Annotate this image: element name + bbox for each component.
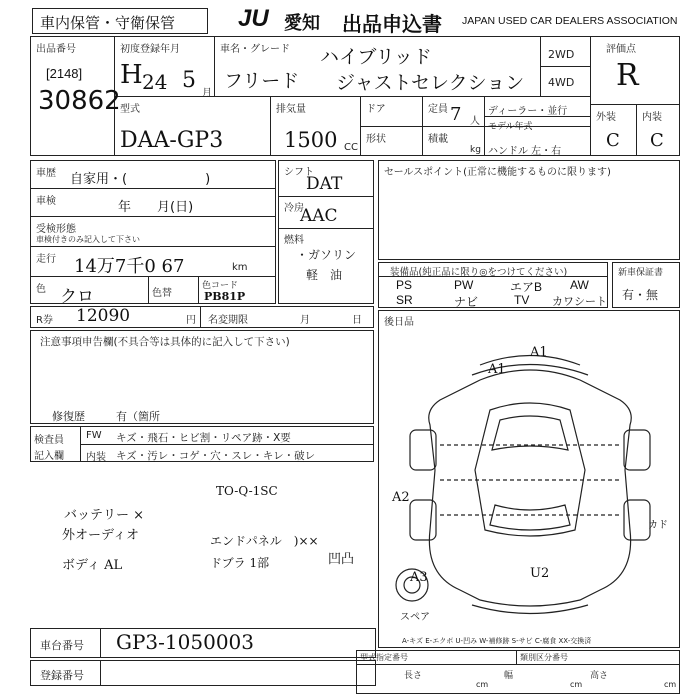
cc-unit: CC [344, 142, 358, 153]
fuel-label: 燃料 [284, 235, 304, 246]
option-sr: SR [396, 293, 413, 307]
option-pw: PW [454, 278, 474, 292]
lot-number: 30862 [38, 86, 121, 116]
option-ps: PS [396, 278, 413, 292]
yen-unit: 円 [186, 315, 196, 326]
ac-value: AAC [300, 206, 338, 226]
model-year-label: モデル年式 [488, 122, 533, 132]
mileage-value: 14万7千0 67 [74, 256, 185, 277]
mileage-unit: km [232, 262, 248, 273]
chassis-value: GP3-1050003 [116, 630, 254, 654]
note-handwritten-5: ボディ AL [62, 558, 123, 573]
ju-logo: JU [238, 5, 269, 32]
length-label: 長さ [404, 671, 423, 681]
load-label: 積載 [428, 134, 448, 145]
fuel-diesel: 軽 油 [306, 268, 343, 282]
recycle-value: 12090 [76, 306, 131, 326]
chassis-label: 車台番号 [40, 639, 84, 652]
displacement-value: 1500 [284, 128, 338, 152]
interior-row-label: 内装 [86, 452, 106, 463]
type-code-label: 型式指定番号 [360, 653, 408, 662]
acceptance-note: 車検付きのみ記入して下さい [36, 235, 140, 244]
inspection-value: 年 月(日) [118, 200, 194, 215]
note-handwritten-7: 凹凸 [328, 552, 355, 567]
model-line2: ジャストセレクション [336, 72, 525, 94]
fuel-gasoline: ・ガソリン [296, 248, 357, 262]
drive-4wd: 4WD [548, 76, 575, 89]
handle-label: ハンドル 左・右 [488, 146, 562, 157]
warranty-label: 新車保証書 [618, 268, 664, 278]
height-label: 高さ [590, 671, 609, 681]
interior-items: キズ・汚レ・コゲ・穴・スレ・キレ・破レ [116, 450, 316, 462]
color-change-label: 色替 [152, 288, 172, 299]
note-handwritten-4: エンドパネル )×× [210, 534, 319, 548]
displacement-label: 排気量 [276, 104, 306, 115]
registration-month: 5 [182, 68, 196, 93]
capacity-label: 定員 [428, 104, 448, 115]
notes-label: 後日品 [384, 317, 414, 328]
color-code-value: PB81P [204, 290, 246, 303]
capacity-value: 7 [450, 104, 462, 125]
storage-note: 車内保管・守衛保管 [40, 14, 176, 32]
fw-items: キズ・飛石・ヒビ割・リペア跡・X要 [116, 432, 291, 444]
exterior-label: 外装 [596, 112, 616, 123]
month-unit: 月 [202, 88, 212, 99]
repair-label: 修復歴 [52, 410, 85, 423]
registration-era: H [120, 60, 143, 90]
width-unit: cm [570, 680, 583, 689]
damage-mark-a2-left: A2 [392, 490, 410, 505]
drive-2wd: 2WD [548, 48, 575, 61]
kg-unit: kg [470, 145, 481, 155]
warranty-value: 有・無 [622, 288, 659, 302]
sales-point-label: セールスポイント(正常に機能するものに限ります) [384, 167, 611, 178]
fw-label: FW [86, 430, 102, 441]
name-change-label: 名変期限 [208, 315, 248, 326]
shape-label: 形状 [366, 134, 386, 145]
type-label: 型式 [120, 104, 140, 115]
shift-label: シフト [284, 167, 314, 178]
repair-value: 有（箇所 [116, 410, 160, 423]
history-value: 自家用・( ) [70, 172, 211, 187]
history-label: 車歴 [36, 168, 56, 179]
damage-mark-a3-rear-left: A3 [410, 570, 428, 585]
inspection-label: 車検 [36, 196, 56, 207]
capacity-unit: 人 [470, 116, 480, 127]
exterior-value: C [606, 130, 620, 151]
category-code-label: 類別区分番号 [520, 653, 568, 662]
notice-section-label: 注意事項申告欄(不具合等は具体的に記入して下さい) [40, 336, 290, 348]
option-navi: ナビ [454, 295, 479, 309]
damage-mark-u2-rear: U2 [530, 566, 550, 581]
damage-mark-a1-front: A1 [530, 345, 548, 360]
option-aw: AW [570, 278, 589, 292]
color-value: クロ [60, 287, 94, 307]
shift-value: DAT [306, 174, 343, 194]
dealer-label: ディーラー・並行 [488, 106, 568, 117]
listing-number-label: 出品番号 [36, 44, 76, 55]
color-code-label: 色コード [202, 281, 239, 291]
option-tv: TV [514, 293, 530, 307]
mileage-label: 走行 [36, 254, 56, 265]
name-change-month: 月 [300, 315, 310, 326]
width-label: 幅 [504, 671, 514, 681]
height-unit: cm [664, 680, 677, 689]
color-label: 色 [36, 284, 46, 295]
first-registration-label: 初度登録年月 [120, 44, 180, 55]
options-label: 装備品(純正品に限り◎をつけてください) [390, 267, 568, 278]
door-label: ドア [366, 104, 386, 115]
registration-year: 24 [142, 70, 168, 94]
interior-label: 内装 [642, 112, 662, 123]
model-line1: ハイブリッド [320, 46, 432, 68]
length-unit: cm [476, 680, 489, 689]
form-title: 出品申込書 [342, 12, 442, 36]
note-handwritten-1: TO-Q-1SC [216, 484, 278, 498]
model-name: フリード [224, 70, 300, 92]
dent-note: カド [648, 520, 668, 531]
option-seat: カワシート [552, 296, 607, 308]
registration-label: 登録番号 [40, 669, 84, 682]
acceptance-label: 受検形態 [36, 224, 76, 235]
note-handwritten-3: 外オーディオ [62, 528, 139, 543]
name-change-day: 日 [352, 315, 362, 326]
interior-value: C [650, 130, 664, 151]
lot-code: [2148] [46, 66, 83, 81]
inspector-label2: 記入欄 [34, 451, 64, 462]
spare-label: スペア [400, 612, 430, 623]
inspector-label: 検査員 [34, 435, 64, 446]
model-grade-label: 車名・グレード [220, 44, 290, 55]
rating-label: 評価点 [606, 44, 636, 55]
damage-mark-a1-front-left: A1 [488, 362, 506, 377]
note-handwritten-2: バッテリー × [64, 508, 145, 523]
recycle-label: R券 [36, 315, 53, 326]
type-value: DAA-GP3 [120, 128, 224, 153]
rating-value: R [616, 58, 639, 93]
car-damage-diagram [380, 330, 678, 630]
ac-label: 冷房 [284, 203, 304, 214]
association-name: JAPAN USED CAR DEALERS ASSOCIATION [462, 15, 678, 27]
damage-legend: A-キズ E-エクボ U-凹み W-補修跡 S-サビ C-腐食 XX-交換済 [402, 637, 592, 645]
option-airbag: エアB [510, 280, 543, 294]
note-handwritten-6: ドブラ 1部 [210, 556, 270, 570]
logo-text: 愛知 [284, 13, 320, 34]
